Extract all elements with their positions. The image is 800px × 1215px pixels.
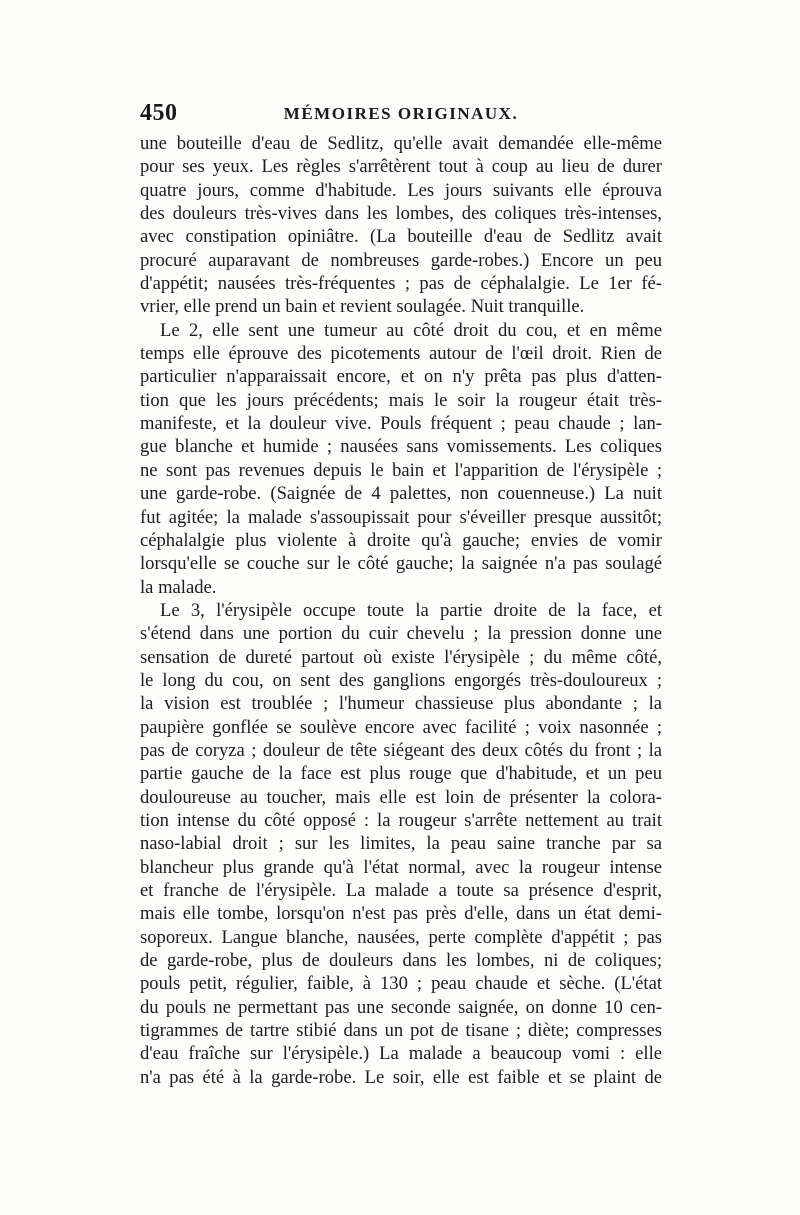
text-line: paupière gonflée se soulève encore avec facilité ; voix nasonnée ; bbox=[140, 716, 662, 738]
text-line: des douleurs très-vives dans les lombes, des coliques très-intenses, bbox=[140, 203, 662, 225]
text-line: tion intense du côté opposé : la rougeur s'arrête nettement au trait bbox=[140, 809, 662, 831]
text-line: sensation de dureté partout où existe l'érysipèle ; du même côté, bbox=[140, 646, 662, 668]
text-line: la vision est troublée ; l'humeur chassieuse plus abondante ; la bbox=[140, 693, 662, 715]
text-line: fut agitée; la malade s'assoupissait pour s'éveiller presque aussitôt; bbox=[140, 506, 662, 528]
page-number: 450 bbox=[140, 100, 178, 126]
body-text bbox=[140, 132, 662, 1089]
text-line: ne sont pas revenues depuis le bain et l'apparition de l'érysipèle ; bbox=[140, 459, 662, 481]
text-line: mais elle tombe, lorsqu'on n'est pas près d'elle, dans un état demi- bbox=[140, 903, 662, 925]
text-line: avec constipation opiniâtre. (La bouteille d'eau de Sedlitz avait bbox=[140, 226, 662, 248]
text-line: tigrammes de tartre stibié dans un pot de tisane ; diète; compresses bbox=[140, 1020, 662, 1042]
text-line: blancheur plus grande qu'à l'état normal, avec la rougeur intense bbox=[140, 856, 662, 878]
text-line: de garde-robe, plus de douleurs dans les lombes, ni de coliques; bbox=[140, 950, 662, 972]
text-line: la malade. bbox=[140, 576, 217, 598]
text-line: Le 3, l'érysipèle occupe toute la partie droite de la face, et bbox=[160, 599, 662, 621]
page-header bbox=[140, 100, 662, 130]
text-line: n'a pas été à la garde-robe. Le soir, elle est faible et se plaint de bbox=[140, 1066, 662, 1088]
text-line: une garde-robe. (Saignée de 4 palettes, non couenneuse.) La nuit bbox=[140, 483, 662, 505]
text-line: pour ses yeux. Les règles s'arrêtèrent tout à coup au lieu de durer bbox=[140, 156, 662, 178]
text-line: et franche de l'érysipèle. La malade a toute sa présence d'esprit, bbox=[140, 880, 662, 901]
text-line: pas de coryza ; douleur de tête siégeant des deux côtés du front ; la bbox=[140, 739, 662, 761]
text-line: douloureuse au toucher, mais elle est loin de présenter la colora- bbox=[140, 786, 662, 808]
text-line: naso-labial droit ; sur les limites, la peau saine tranche par sa bbox=[140, 833, 662, 855]
text-line: temps elle éprouve des picotements autour de l'œil droit. Rien de bbox=[140, 343, 662, 365]
text-line: particulier n'apparaissait encore, et on n'y prêta pas plus d'atten- bbox=[140, 366, 662, 388]
text-line: une bouteille d'eau de Sedlitz, qu'elle avait demandée elle-même bbox=[140, 133, 662, 154]
text-line: manifeste, et la douleur vive. Pouls fréquent ; peau chaude ; lan- bbox=[140, 413, 662, 435]
text-line: soporeux. Langue blanche, nausées, perte complète d'appétit ; pas bbox=[140, 926, 662, 948]
text-line: procuré auparavant de nombreuses garde-robes.) Encore un peu bbox=[140, 249, 662, 271]
text-line: du pouls ne permettant pas une seconde saignée, on donne 10 cen- bbox=[140, 996, 662, 1018]
text-line: d'appétit; nausées très-fréquentes ; pas de céphalalgie. Le 1er fé- bbox=[140, 273, 662, 295]
text-line: partie gauche de la face est plus rouge que d'habitude, et un peu bbox=[140, 763, 662, 785]
text-line: lorsqu'elle se couche sur le côté gauche; la saignée n'a pas soulagé bbox=[140, 553, 662, 575]
text-line: vrier, elle prend un bain et revient soulagée. Nuit tranquille. bbox=[140, 296, 585, 318]
text-line: céphalalgie plus violente à droite qu'à gauche; envies de vomir bbox=[140, 529, 662, 551]
text-line: d'eau fraîche sur l'érysipèle.) La malade a beaucoup vomi : elle bbox=[140, 1043, 662, 1065]
text-line: quatre jours, comme d'habitude. Les jours suivants elle éprouva bbox=[140, 179, 662, 201]
text-line: s'étend dans une portion du cuir chevelu ; la pression donne une bbox=[140, 623, 662, 645]
text-line: Le 2, elle sent une tumeur au côté droit du cou, et en même bbox=[160, 319, 662, 341]
text-line: gue blanche et humide ; nausées sans vomissements. Les coliques bbox=[140, 436, 662, 458]
text-line: le long du cou, on sent des ganglions engorgés très-douloureux ; bbox=[140, 669, 662, 691]
text-line: tion que les jours précédents; mais le soir la rougeur était très- bbox=[140, 389, 662, 411]
text-line: pouls petit, régulier, faible, à 130 ; peau chaude et sèche. (L'état bbox=[140, 973, 662, 995]
running-title: MÉMOIRES ORIGINAUX. bbox=[283, 104, 519, 123]
